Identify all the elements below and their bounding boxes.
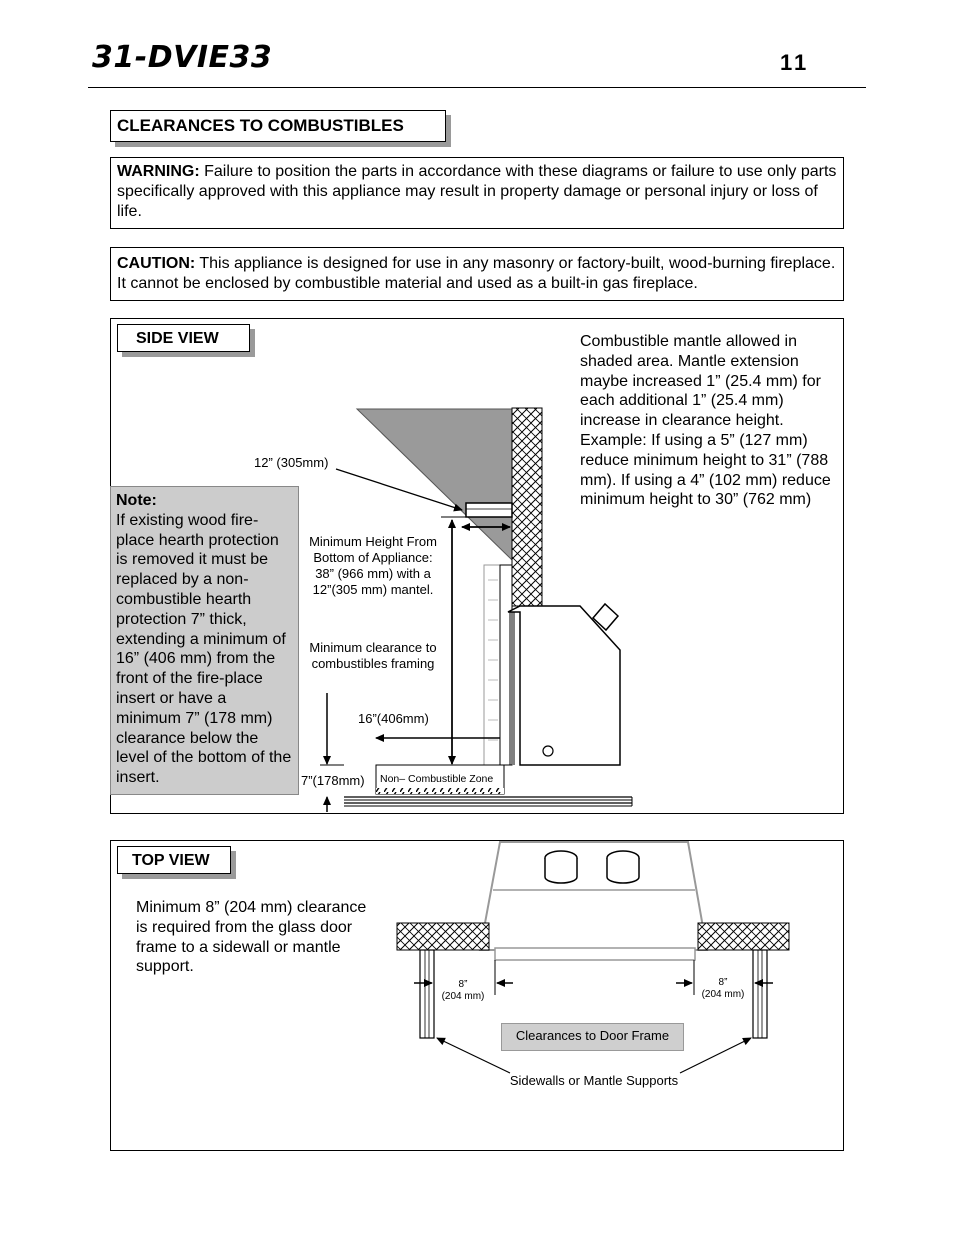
warning-text: Failure to position the parts in accordance with these diagrams or failure to use only parts specifically approved with this appliance may result in property damage or personal injury or loss of life.	[117, 163, 837, 220]
minimum-height-label: Minimum Height From Bottom of Appliance: 38” (966 mm) with a 12”(305 mm) mantel.	[309, 534, 437, 597]
hearth-note	[110, 486, 299, 795]
below-clearance-label: 7”(178mm)	[301, 773, 365, 788]
left-clearance-value: 8”	[458, 979, 468, 990]
right-clearance-metric: (204 mm)	[701, 989, 745, 1000]
caution-label: CAUTION:	[117, 255, 196, 272]
top-view-description: Minimum 8” (204 mm) clearance is required from the glass door frame to a sidewall or mantle support.	[136, 899, 367, 976]
right-wall-section	[698, 923, 789, 950]
right-mantle-support	[753, 950, 767, 1038]
chimney-wall	[512, 408, 542, 606]
section-title: CLEARANCES TO COMBUSTIBLES	[110, 110, 446, 142]
note-label: Note:	[116, 492, 157, 509]
left-mantle-support	[420, 950, 434, 1038]
left-wall-section	[397, 923, 489, 950]
supports-label: Sidewalls or Mantle Supports	[509, 1073, 679, 1088]
top-view-tab: TOP VIEW	[117, 846, 231, 874]
mantle-board	[466, 503, 512, 517]
fireplace-top-outline	[480, 842, 707, 950]
document-title: 31-DVIE33	[92, 40, 273, 75]
door-frame-label: Clearances to Door Frame	[501, 1023, 684, 1051]
warning-label: WARNING:	[117, 163, 200, 180]
page-number: 11	[780, 50, 810, 75]
mantle-description: Combustible mantle allowed in shaded area. Mantle extension maybe increased 1” (25.4 mm) for each additional 1” (25.4 mm) increase in clearance height. Example: If using a 5” (127 mm) reduce minimum height to 31” (788 mm). If using a 4” (102 mm) reduce minimum height to 30” (762 mm)	[580, 333, 831, 509]
non-combustible-zone-label: Non– Combustible Zone	[380, 773, 494, 785]
left-clearance-label	[436, 979, 490, 1003]
caution-text: This appliance is designed for use in any masonry or factory-built, wood-burning fireplace. It cannot be enclosed by combustible material and used as a built-in gas fireplace.	[117, 255, 836, 292]
fireplace-insert	[508, 606, 620, 765]
right-clearance-label	[696, 977, 750, 1001]
left-clearance-metric: (204 mm)	[441, 991, 485, 1002]
minimum-clearance-label: Minimum clearance to combustibles framing	[309, 640, 437, 671]
note-text: If existing wood fire-place hearth protection is removed it must be replaced by a non-combustible hearth protection 7” thick, extending a minimum of 16” (406 mm) from the front of the fire-place insert or have a minimum 7” (178 mm) clearance below the level of the bottom of the insert.	[116, 511, 292, 787]
hearth-extension-label: 16”(406mm)	[358, 711, 429, 726]
mantle-dimension-label: 12” (305mm)	[254, 455, 329, 470]
right-clearance-value: 8”	[718, 977, 728, 988]
side-view-tab: SIDE VIEW	[117, 324, 250, 352]
